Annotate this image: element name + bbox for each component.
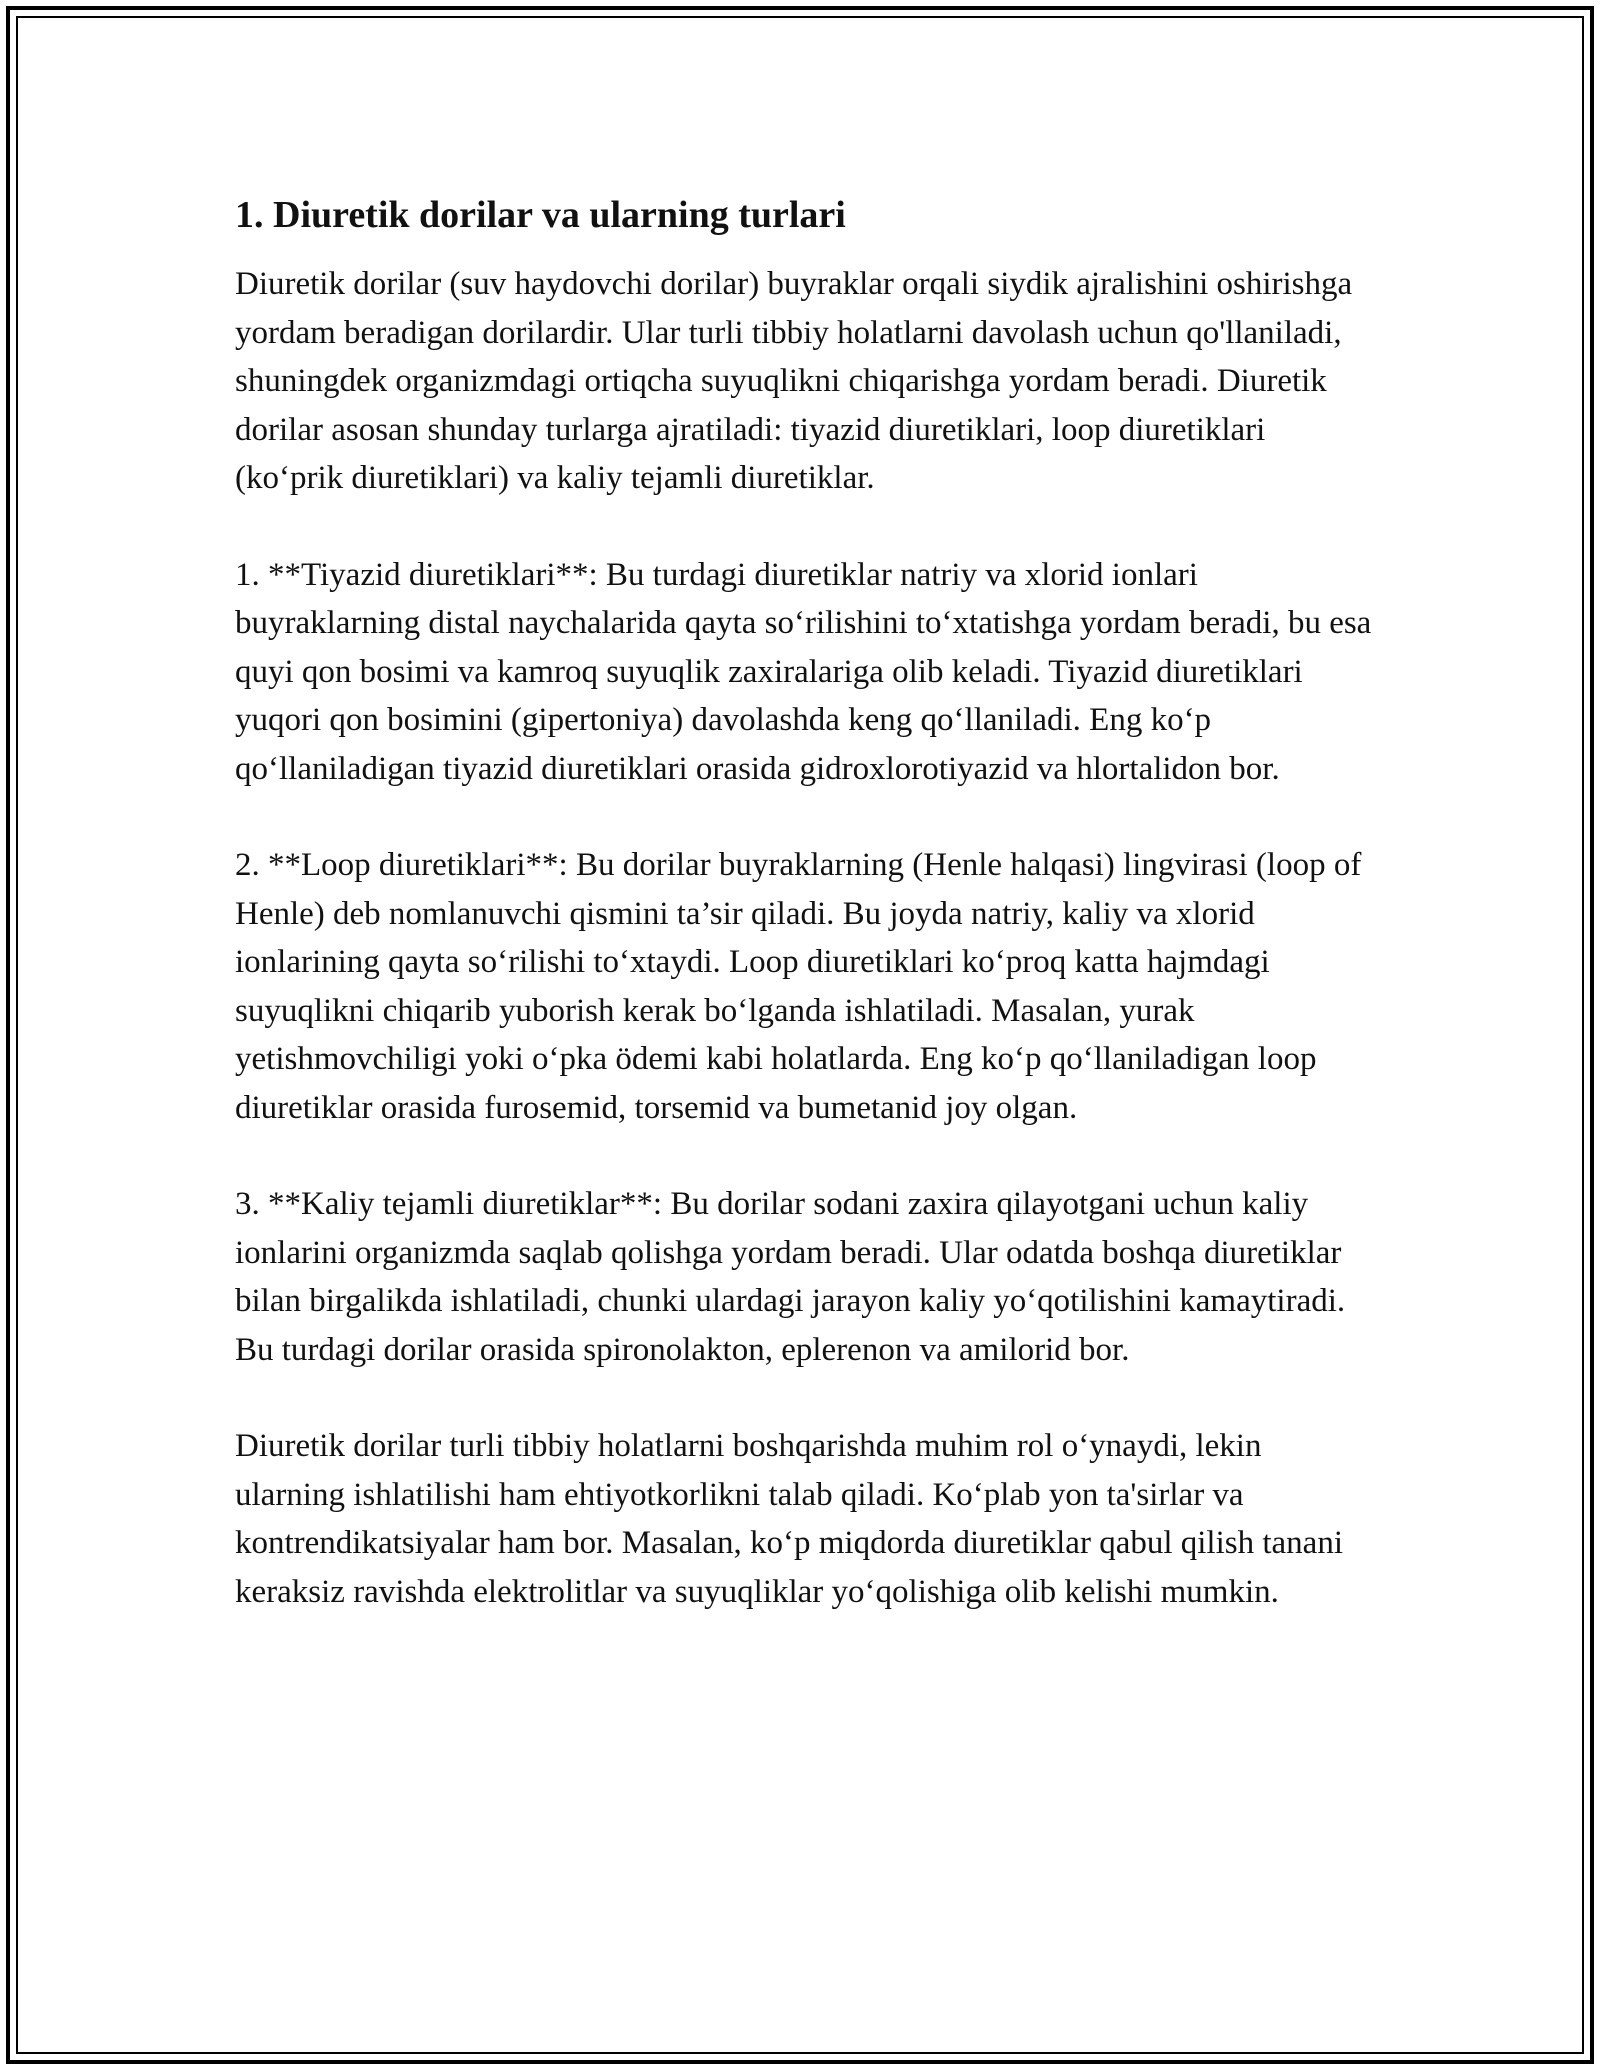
loop-diuretics-paragraph: 2. **Loop diuretiklari**: Bu dorilar buyraklarning (Henle halqasi) lingvirasi (loop of Henle) deb nomlanuvchi qismini ta’sir qiladi. Bu joyda natriy, kaliy va xlorid ionlarining qayta so‘rilishi to‘xtaydi. Loop diuretiklari ko‘proq katta hajmdagi suyuqlikni chiqarib yuborish kerak bo‘lganda ishlatiladi. Masalan, yurak yetishmovchiligi yoki o‘pka ödemi kabi holatlarda. Eng ko‘p qo‘llaniladigan loop diuretiklar orasida furosemid, torsemid va bumetanid joy olgan. <box>235 847 1362 1126</box>
conclusion-paragraph: Diuretik dorilar turli tibbiy holatlarni boshqarishda muhim rol o‘ynaydi, lekin ularning ishlatilishi ham ehtiyotkorlikni talab qiladi. Ko‘plab yon ta'sirlar va kontrendikatsiyalar ham bor. Masalan, ko‘p miqdorda diuretiklar qabul qilish tanani keraksiz ravishda elektrolitlar va suyuqliklar yo‘qolishiga olib kelishi mumkin. <box>235 1428 1343 1610</box>
thiazide-paragraph: 1. **Tiyazid diuretiklari**: Bu turdagi diuretiklar natriy va xlorid ionlari buyraklarning distal naychalarida qayta so‘rilishini to‘xtatishga yordam beradi, bu esa quyi qon bosimi va kamroq suyuqlik zaxiralariga olib keladi. Tiyazid diuretiklari yuqori qon bosimini (gipertoniya) davolashda keng qo‘llaniladi. Eng ko‘p qo‘llaniladigan tiyazid diuretiklari orasida gidroxlorotiyazid va hlortalidon bor. <box>235 556 1372 787</box>
section-heading: 1. Diuretik dorilar va ularning turlari <box>235 194 846 236</box>
potassium-sparing-paragraph: 3. **Kaliy tejamli diuretiklar**: Bu dorilar sodani zaxira qilayotgani uchun kaliy ionlarini organizmda saqlab qolishga yordam beradi. Ular odatda boshqa diuretiklar bilan birgalikda ishlatiladi, chunki ulardagi jarayon kaliy yo‘qotilishini kamaytiradi. Bu turdagi dorilar orasida spironolakton, eplerenon va amilorid bor. <box>235 1186 1346 1368</box>
intro-paragraph: Diuretik dorilar (suv haydovchi dorilar) buyraklar orqali siydik ajralishini oshirishga yordam beradigan dorilardir. Ular turli tibbiy holatlarni davolash uchun qo'llaniladi, shuningdek organizmdagi ortiqcha suyuqlikni chiqarishga yordam beradi. Diuretik dorilar asosan shunday turlarga ajratiladi: tiyazid diuretiklari, loop diuretiklari (ko‘prik diuretiklari) va kaliy tejamli diuretiklar. <box>235 266 1353 496</box>
document-body <box>235 190 1375 1664</box>
